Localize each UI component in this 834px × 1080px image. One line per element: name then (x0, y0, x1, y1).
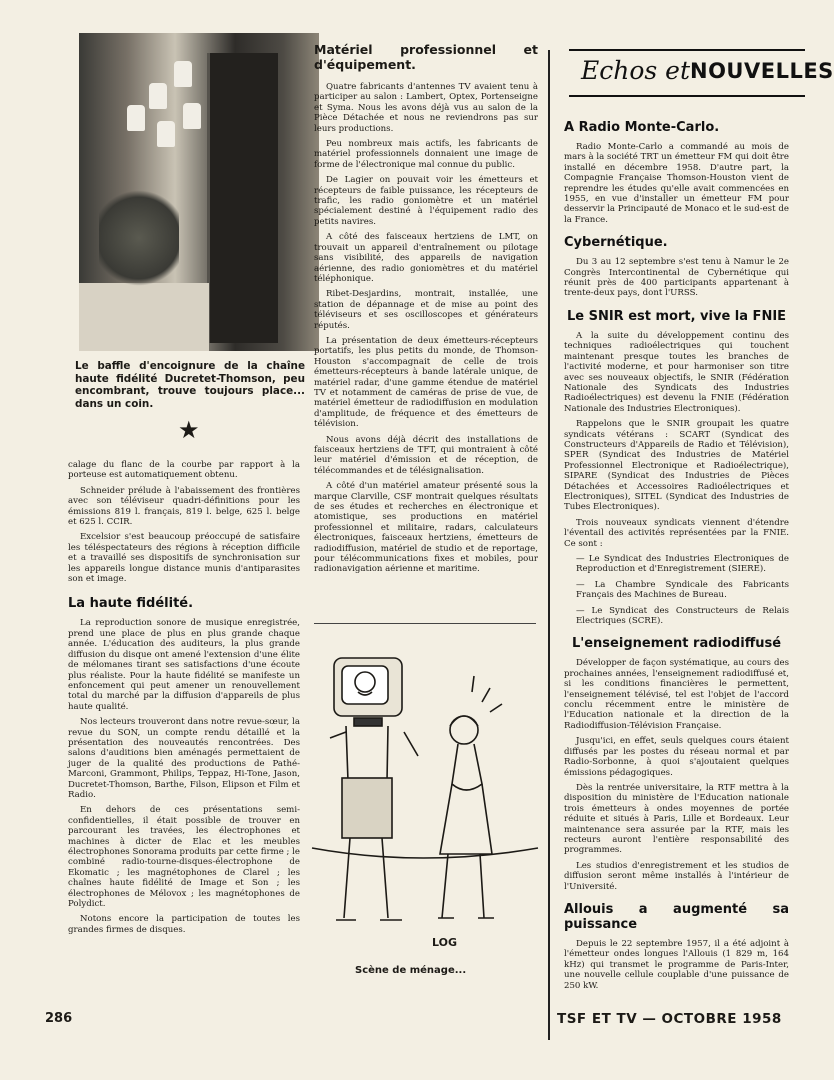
section-title-monte-carlo: A Radio Monte-Carlo. (564, 120, 720, 135)
photo-speaker-corner (79, 33, 319, 351)
paragraph: Les studios d'enregistrement et les studios de diffusion seront même installés à l'intérieur de l'Université. (564, 860, 789, 892)
photo-lampshade (149, 83, 167, 109)
middle-column (314, 42, 538, 580)
section-title-allouis: Allouis a augmenté sa puissance (564, 901, 789, 932)
photo-lampshade (183, 103, 201, 129)
photo-plant (99, 183, 179, 293)
issue-footer: TSF ET TV — OCTOBRE 1958 (557, 1011, 782, 1027)
section-title-snir: Le SNIR est mort, vive la FNIE (566, 308, 787, 324)
cartoon-signature: LOG (432, 936, 457, 949)
paragraph: Quatre fabricants d'antennes TV avaient tenu à participer au salon : Lambert, Optex, Portenseigne et Syma. Nous les avons déjà vus au salon de la Pièce Détachée et nous ne reviendrons pas sur leurs productions. (314, 82, 538, 134)
paragraph: A côté des faisceaux hertziens de LMT, on trouvait un appareil d'entraînement ou pilotage sans visibilité, des appareils de navigation aérienne, des radio goniomètres et du matériel téléphonique. (314, 232, 538, 284)
paragraph: En dehors de ces présentations semi-confidentielles, il était possible de trouver en parcourant les travées, les électrophones et machines à dicter de Elac et les meubles électrophones Sonorama produits par cette firme ; le combiné radio-tourne-disques-électrophone de Ekomatic ; les magnétophones de Clarel ; les chaînes haute fidélité de Image et Son ; les électrophones de Mélovox ; les magnétophones de Polydict. (68, 805, 300, 910)
paragraph: Schneider prélude à l'abaissement des frontières avec son téléviseur quadri-définitions pour les émissions 819 l. français, 819 l. belge, 625 l. belge et 625 l. CCIR. (68, 485, 300, 528)
paragraph: Dès la rentrée universitaire, la RTF mettra à la disposition du ministère de l'Education nationale trois émetteurs à ondes moyennes de portée réduite et situés à Paris, Lille et Bordeaux. Leur maintenance sera assurée par la RTF, mais les recteurs auront l'entière responsabilité des programmes. (564, 782, 789, 856)
photo-lampshade (127, 105, 145, 131)
section-title-hifi: La haute fidélité. (68, 596, 194, 612)
photo-table (79, 283, 209, 351)
paragraph: Peu nombreux mais actifs, les fabricants de matériel professionnels donnaient une image de forme de l'électronique mal connue du public. (314, 139, 538, 170)
paragraph: Notons encore la participation de toutes les grandes firmes de disques. (68, 914, 300, 935)
paragraph: Développer de façon systématique, au cours des prochaines années, l'enseignement radiodiffusé et, si les conditions financières le permettent, l'enseignement télévisé, tel est l'objet de l'accord conclu récemment entre le ministère de l'Education nationale et la direction de la Radiodiffusion-Télévision Française. (564, 658, 789, 731)
paragraph: Ribet-Desjardins, montrait, installée, une station de dépannage et de mise au point des téléviseurs et ses oscilloscopes et générateurs réputés. (314, 289, 538, 331)
cartoon-illustration (312, 628, 538, 966)
section-title-enseignement: L'enseignement radiodiffusé (571, 636, 782, 652)
paragraph: Radio Monte-Carlo a commandé au mois de mars à la société TRT un émetteur FM qui doit être installé en décembre 1958. D'autre part, la Compagnie Française Thomson-Houston vient de reprendre les études qu'elle avait commencées en 1955, en vue d'installer un émetteur FM pour desservir la Principauté de Monaco et le sud-est de la France. (564, 142, 789, 225)
paragraph: A côté d'un matériel amateur présenté sous la marque Clarville, CSF montrait quelques résultats de ses études et recherches en électronique et atomistique, ses productions en matériel professionnel et militaire, radars, calculateurs électroniques, faisceaux hertziens, émetteurs de radiodiffusion, matériel de studio et de reportage, pour télécommunications fixes et mobiles, pour radionavigation aérienne et maritime. (314, 481, 538, 575)
header-caps: NOUVELLES (690, 59, 834, 83)
photo-caption: Le baffle d'encoignure de la chaîne haute fidélité Ducretet-Thomson, peu encombrant, trouve toujours place... dans un coin. (75, 360, 305, 410)
paragraph: La présentation de deux émetteurs-récepteurs portatifs, les plus petits du monde, de Thomson-Houston s'accompagnait de celle de trois émetteurs-récepteurs à bande latérale unique, de matériel radar, d'une gamme étendue de matériel TV et notamment de caméras de prise de vue, de matériel émetteur de radiodiffusion en modulation d'amplitude, de fréquence et des émetteurs de télévision. (314, 335, 538, 430)
paragraph: Nous avons déjà décrit des installations de faisceaux hertziens de TFT, qui montraient à côté leur matériel d'émission et de réception, de télécommandes et de télésignalisation. (314, 434, 538, 476)
photo-cabinet (207, 53, 278, 343)
star-icon: ★ (178, 416, 200, 444)
cartoon-drawing (312, 628, 538, 966)
paragraph: Rappelons que le SNIR groupait les quatre syndicats vétérans : SCART (Syndicat des Constructeurs d'Appareils de Radio et Télévision), SPER (Syndicat des Industries de Matériel Professionnel Electronique et Radioélectrique), SIPARE (Syndicat des Industries de Pièces Détachées et Accessoires Radioélectriques et Electroniques), SITEL (Syndicat des Industries de Tubes Electroniques). (564, 419, 789, 513)
divider (314, 623, 536, 624)
page-number: 286 (45, 1011, 73, 1026)
right-column (564, 120, 789, 996)
paragraph: De Lagier on pouvait voir les émetteurs et récepteurs de faible puissance, les récepteurs de trafic, les radio goniomètre et un matériel spécialement destiné à l'équipement radio des petits navires. (314, 175, 538, 227)
paragraph: A la suite du développement continu des techniques radioélectriques qui touchent maintenant presque toutes les branches de l'activité moderne, et pour harmoniser son titre avec ses nouveaux objectifs, le SNIR (Fédération Nationale des Syndicats des Industries Radioélectriques) est devenu la FNIE (Fédération Nationale des Industries Electroniques). (564, 330, 789, 414)
paragraph: Nos lecteurs trouveront dans notre revue-sœur, la revue du SON, un compte rendu détaillé et la présentation des nouveautés rencontrées. Des salons d'auditions bien aménagés permettaient de juger de la qualité des productions de Pathé-Marconi, Grammont, Philips, Teppaz, Hi-Tone, Jason, Ducretet-Thomson, Barthe, Filson, Elipson et Film et Radio. (68, 717, 300, 800)
list-item: — La Chambre Syndicale des Fabricants Français des Machines de Bureau. (576, 579, 789, 601)
left-column (68, 460, 300, 940)
section-title-materiel: Matériel professionnel et d'équipement. (314, 42, 538, 72)
photo-lampshade (157, 121, 175, 147)
list-item: — Le Syndicat des Industries Electroniques de Reproduction et d'Enregistrement (SIERE). (576, 554, 789, 575)
echos-nouvelles-header (569, 49, 834, 97)
paragraph: Excelsior s'est beaucoup préoccupé de satisfaire les téléspectateurs des régions à réception difficile et a travaillé ses dispositifs de synchronisation sur les appareils longue distance munis d'antiparasites son et image. (68, 532, 300, 585)
photo-lampshade (174, 61, 192, 87)
paragraph: Jusqu'ici, en effet, seuls quelques cours étaient diffusés par les postes du réseau normal et par Radio-Sorbonne, à quoi s'ajoutaient quelques émissions pédagogiques. (564, 736, 789, 778)
paragraph: calage du flanc de la courbe par rapport à la porteuse est automatiquement obtenu. (68, 460, 300, 481)
paragraph: La reproduction sonore de musique enregistrée, prend une place de plus en plus grande chaque année. L'éducation des auditeurs, la plus grande diffusion du disque ont amené l'extension d'une élite de mélomanes tirant ses satisfactions d'une écoute plus réaliste. Pour la haute fidélité se manifeste un enfoncement qui peut amener un renouvellement total du marché par la diffusion d'appareils de plus haute qualité. (68, 618, 300, 712)
cartoon-caption: Scène de ménage... (355, 965, 467, 976)
column-divider (548, 50, 550, 1040)
section-title-cybernetique: Cybernétique. (564, 235, 668, 251)
list-item: — Le Syndicat des Constructeurs de Relais Electriques (SCRE). (576, 605, 789, 627)
paragraph: Trois nouveaux syndicats viennent d'étendre l'éventail des activités représentées par la FNIE. Ce sont : (564, 517, 789, 549)
paragraph: Du 3 au 12 septembre s'est tenu à Namur le 2e Congrès Intercontinental de Cybernétique qui réunit près de 400 participants appartenant à trente-deux pays, dont l'URSS. (564, 257, 789, 299)
header-script: Echos et (581, 56, 691, 85)
paragraph: Depuis le 22 septembre 1957, il a été adjoint à l'émetteur ondes longues l'Allouis (1 829 m, 164 kHz) qui transmet le programme de Paris-Inter, une nouvelle cellule couplable d'une puissance de 250 kW. (564, 938, 789, 991)
